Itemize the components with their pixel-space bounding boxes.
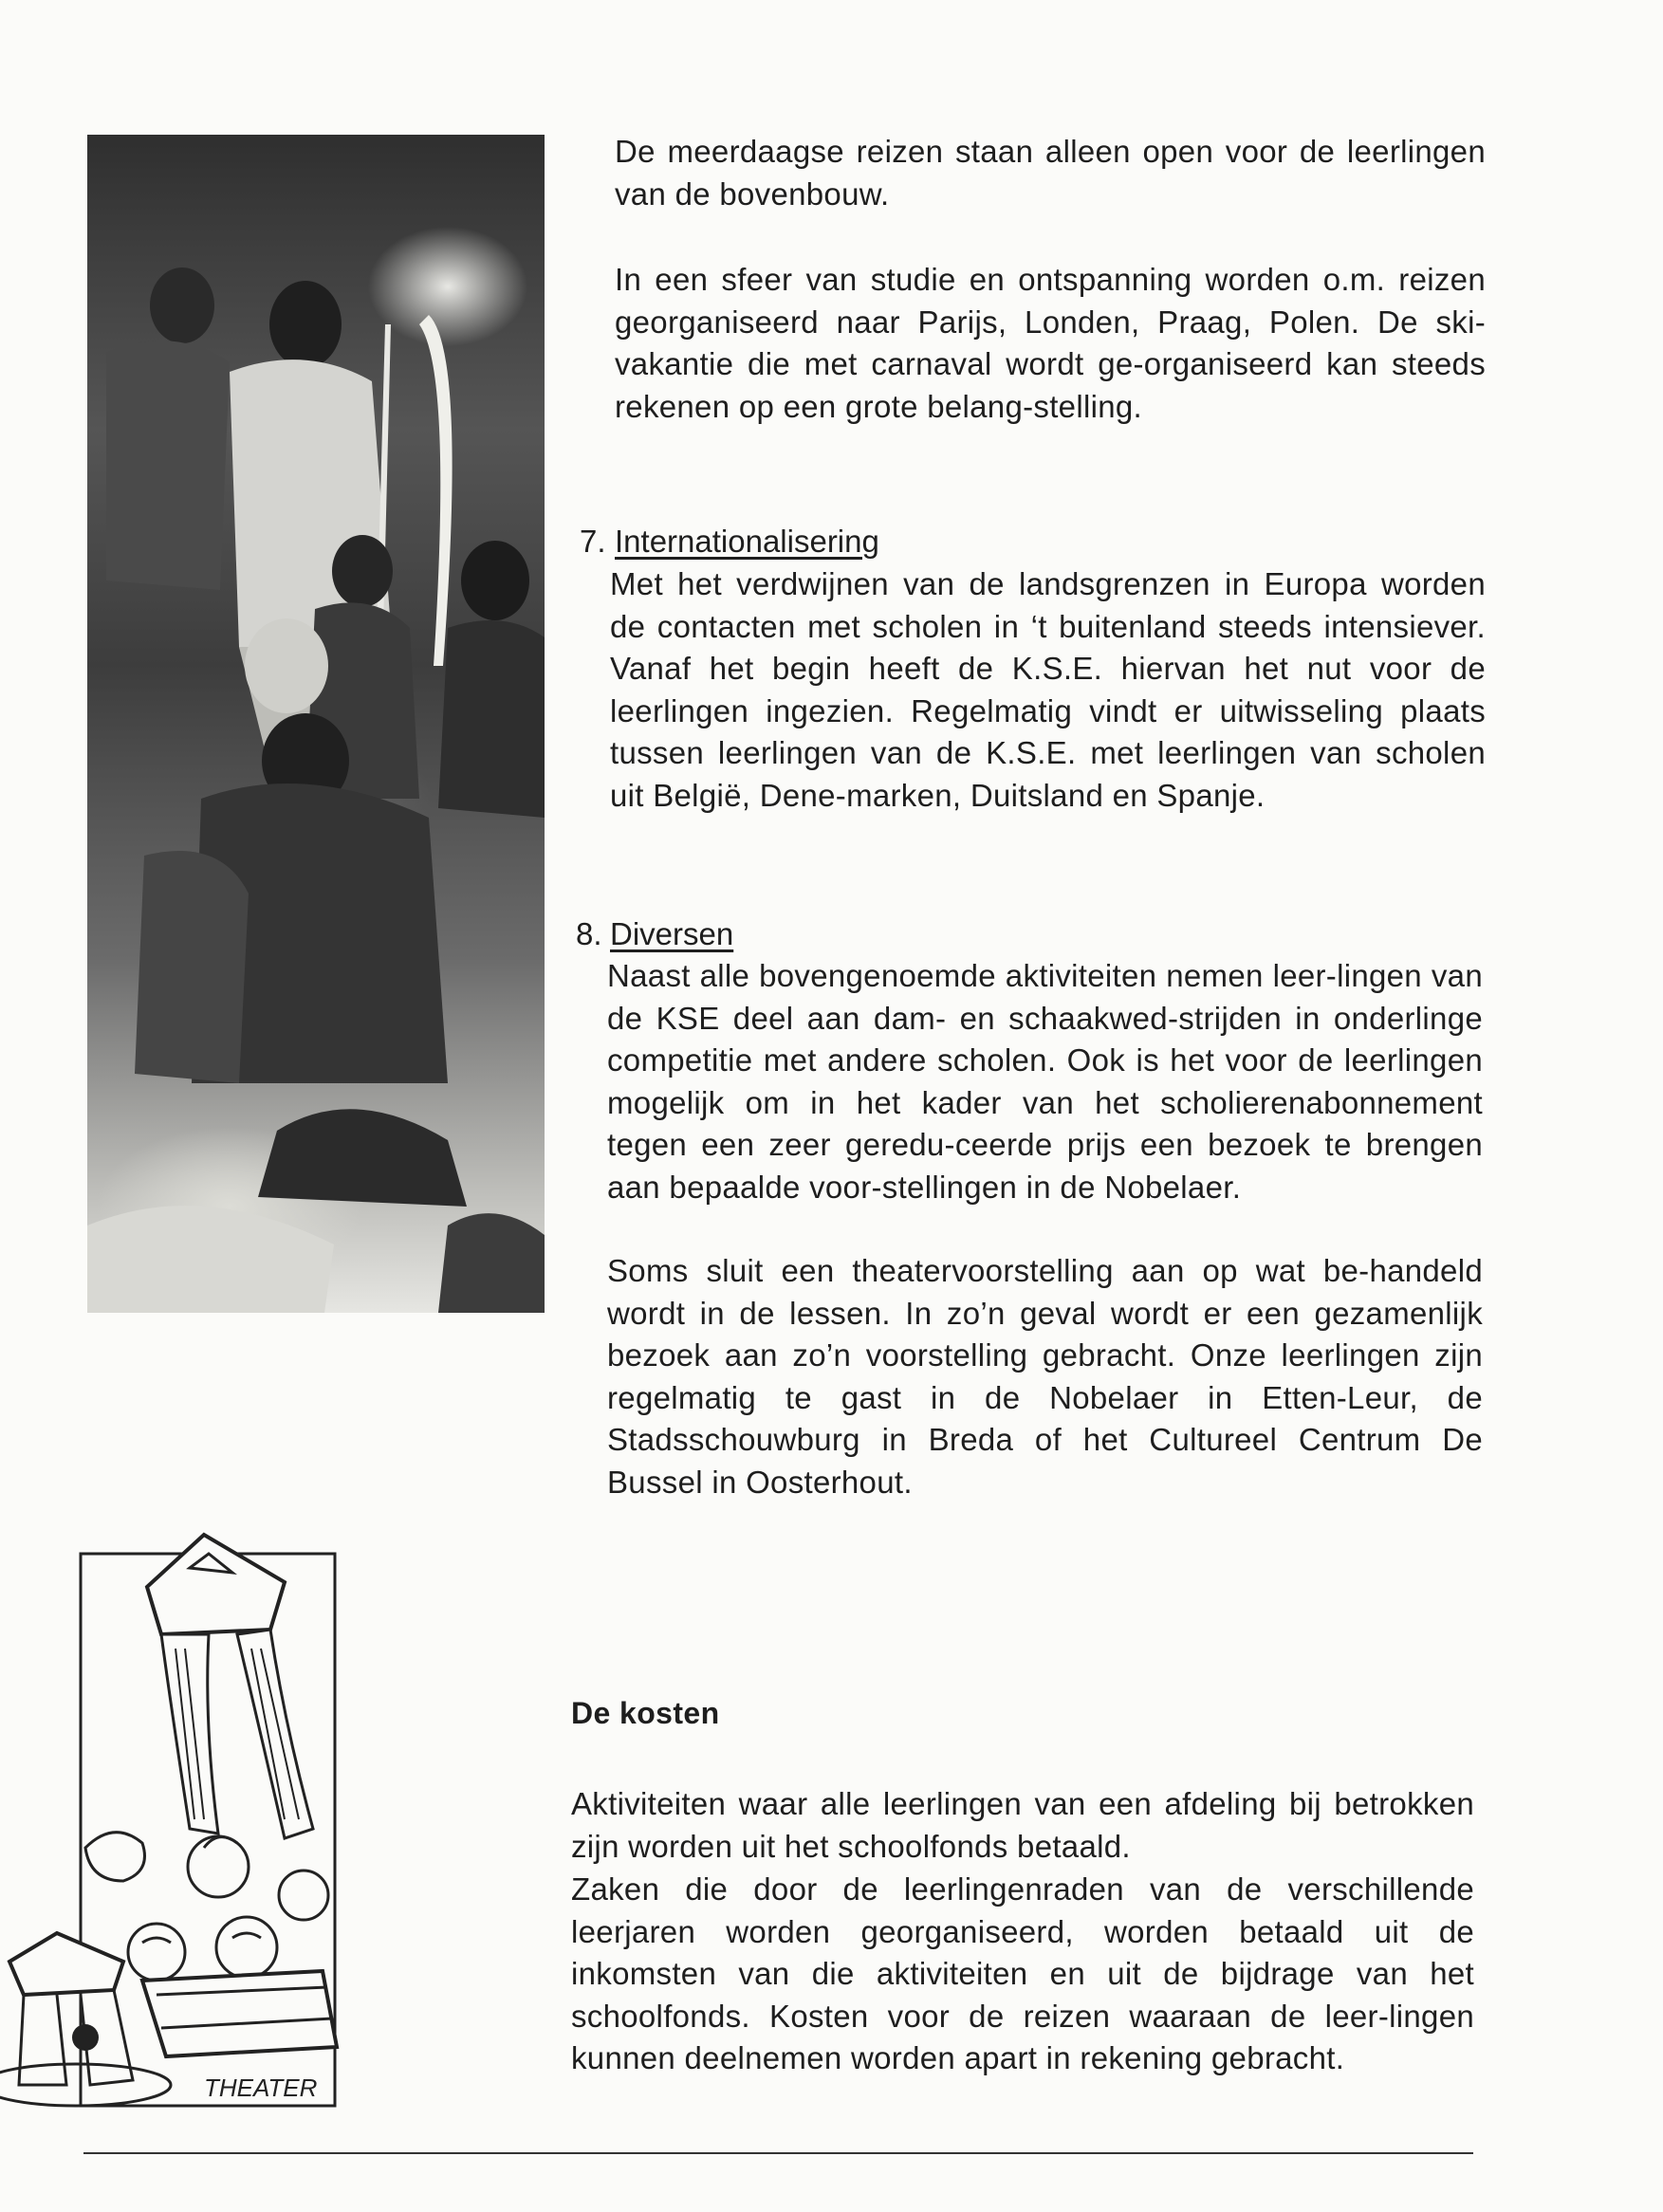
costs-paragraph-2: Zaken die door de leerlingenraden van de verschillende leerjaren worden georganiseerd, worden betaald uit de inkomsten van die aktiviteiten en uit de bijdrage van het schoolfonds. Kosten voor de reizen waaraan de leer-lingen kunnen deelnemen worden apart in rekening gebracht. <box>571 1871 1474 2075</box>
section-8-number: 8. <box>576 916 602 951</box>
section-7-heading: Internationalisering <box>615 524 879 559</box>
trips-detail-paragraph: In een sfeer van studie en ontspanning worden o.m. reizen georganiseerd naar Parijs, Londen, Praag, Polen. De ski-vakantie die met carnaval wordt ge-organiseerd kan steeds rekenen op een grote belang-stelling. <box>615 262 1486 424</box>
ski-trip-photo <box>87 135 545 1313</box>
theater-label: THEATER <box>204 2074 318 2102</box>
section-7-number: 7. <box>580 524 606 559</box>
section-8-heading: Diversen <box>610 916 734 951</box>
section-8-text: Naast alle bovengenoemde aktiviteiten nemen leer-lingen van de KSE deel aan dam- en schaakwed-strijden in onderlinge competitie met andere scholen. Ook is het voor de leerlingen mogelijk om in het kader van het scholierenabonnement tegen een zeer geredu-ceerde prijs een bezoek te brengen aan bepaalde voor-stellingen in de Nobelaer. <box>607 958 1483 1205</box>
costs-paragraph: Aktiviteiten waar alle leerlingen van een afdeling bij betrokken zijn worden uit het schoolfonds betaald. <box>571 1786 1474 1864</box>
costs-heading: De kosten <box>571 1696 720 1730</box>
footer-rule <box>83 2152 1473 2154</box>
section-8-text-2: Soms sluit een theatervoorstelling aan op wat be-handeld wordt in de lessen. In zo’n geval wordt er een gezamenlijk bezoek aan zo’n voorstelling gebracht. Onze leerlingen zijn regelmatig te gast in de Nobelaer in Etten-Leur, de Stadsschouwburg in Breda of het Cultureel Centrum De Bussel in Oosterhout. <box>607 1253 1483 1500</box>
trips-paragraph: De meerdaagse reizen staan alleen open voor de leerlingen van de bovenbouw. <box>615 134 1486 212</box>
theater-illustration <box>0 1516 342 2115</box>
section-7-text: Met het verdwijnen van de landsgrenzen in Europa worden de contacten met scholen in ‘t buitenland steeds intensiever. Vanaf het begin heeft de K.S.E. hiervan het nut voor de leerlingen ingezien. Regelmatig vindt er uitwisseling plaats tussen leerlingen van de K.S.E. met leerlingen van scholen uit België, Dene-marken, Duitsland en Spanje. <box>610 566 1486 813</box>
